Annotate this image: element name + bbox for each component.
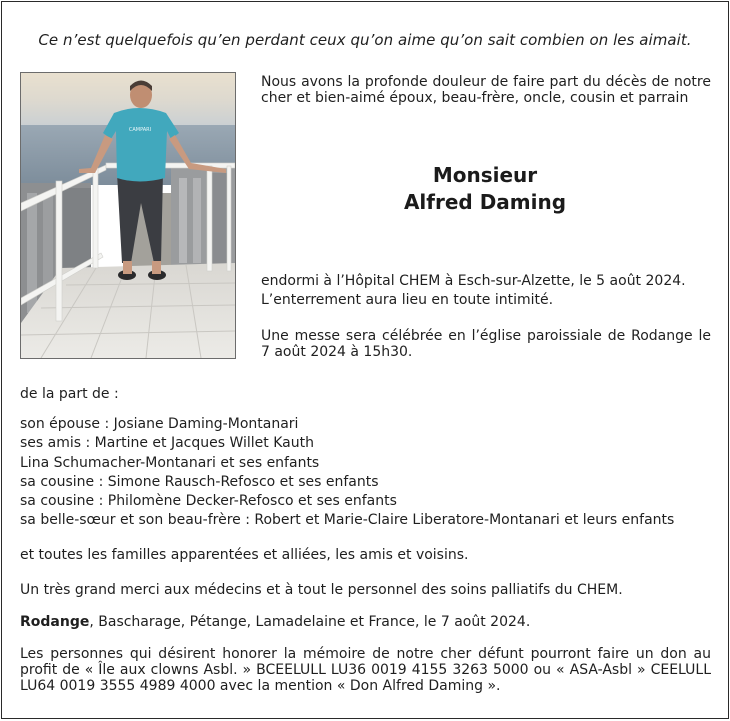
family-line: Lina Schumacher-Montanari et ses enfants bbox=[20, 454, 320, 471]
deceased-name-block bbox=[340, 162, 630, 216]
portrait-photo bbox=[20, 72, 236, 359]
deceased-title: Monsieur bbox=[432, 163, 538, 187]
family-list bbox=[20, 415, 720, 531]
thanks-text: Un très grand merci aux médecins et à tout le personnel des soins palliatifs du CHEM. bbox=[20, 582, 623, 598]
place-town-bold: Rodange bbox=[20, 614, 90, 630]
from-label: de la part de : bbox=[20, 386, 119, 402]
obituary-notice bbox=[1, 1, 729, 719]
mass-text: Une messe sera célébrée en l’église paroissiale de Rodange le 7 août 2024 à 15h30. bbox=[261, 328, 711, 360]
death-details bbox=[261, 272, 711, 310]
family-line: sa belle-sœur et son beau-frère : Robert et Marie-Claire Liberatore-Montanari et leurs enfants bbox=[20, 512, 675, 529]
family-line: ses amis : Martine et Jacques Willet Kauth bbox=[20, 435, 314, 452]
burial-text: L’enterrement aura lieu en toute intimité. bbox=[261, 292, 554, 308]
place-rest: , Bascharage, Pétange, Lamadelaine et France, le 7 août 2024. bbox=[89, 614, 531, 630]
died-text: endormi à l’Hôpital CHEM à Esch-sur-Alzette, le 5 août 2024. bbox=[261, 273, 686, 289]
tshirt-print: CAMPARI bbox=[128, 127, 152, 133]
allied-text: et toutes les familles apparentées et alliées, les amis et voisins. bbox=[20, 547, 469, 563]
deceased-name: Alfred Daming bbox=[403, 190, 567, 214]
intro-text: Nous avons la profonde douleur de faire part du décès de notre cher et bien-aimé époux, beau-frère, oncle, cousin et parrain bbox=[261, 74, 711, 106]
family-line: sa cousine : Simone Rausch-Refosco et ses enfants bbox=[20, 473, 379, 490]
epigraph-quote: Ce n’est quelquefois qu’en perdant ceux qu’on aime qu’on sait combien on les aimait. bbox=[38, 31, 692, 49]
place-date-line bbox=[20, 614, 530, 630]
family-line: sa cousine : Philomène Decker-Refosco et ses enfants bbox=[20, 493, 397, 510]
donation-text: Les personnes qui désirent honorer la mémoire de notre cher défunt pourront faire un don au profit de « Île aux clowns Asbl. » BCEELULL LU36 0019 4155 3263 5000 ou « ASA-Asbl » CEELULL LU64 0019 3555 4989 4000 avec la mention « Don Alfred Daming ». bbox=[20, 646, 711, 694]
family-line: son épouse : Josiane Daming-Montanari bbox=[20, 416, 299, 432]
